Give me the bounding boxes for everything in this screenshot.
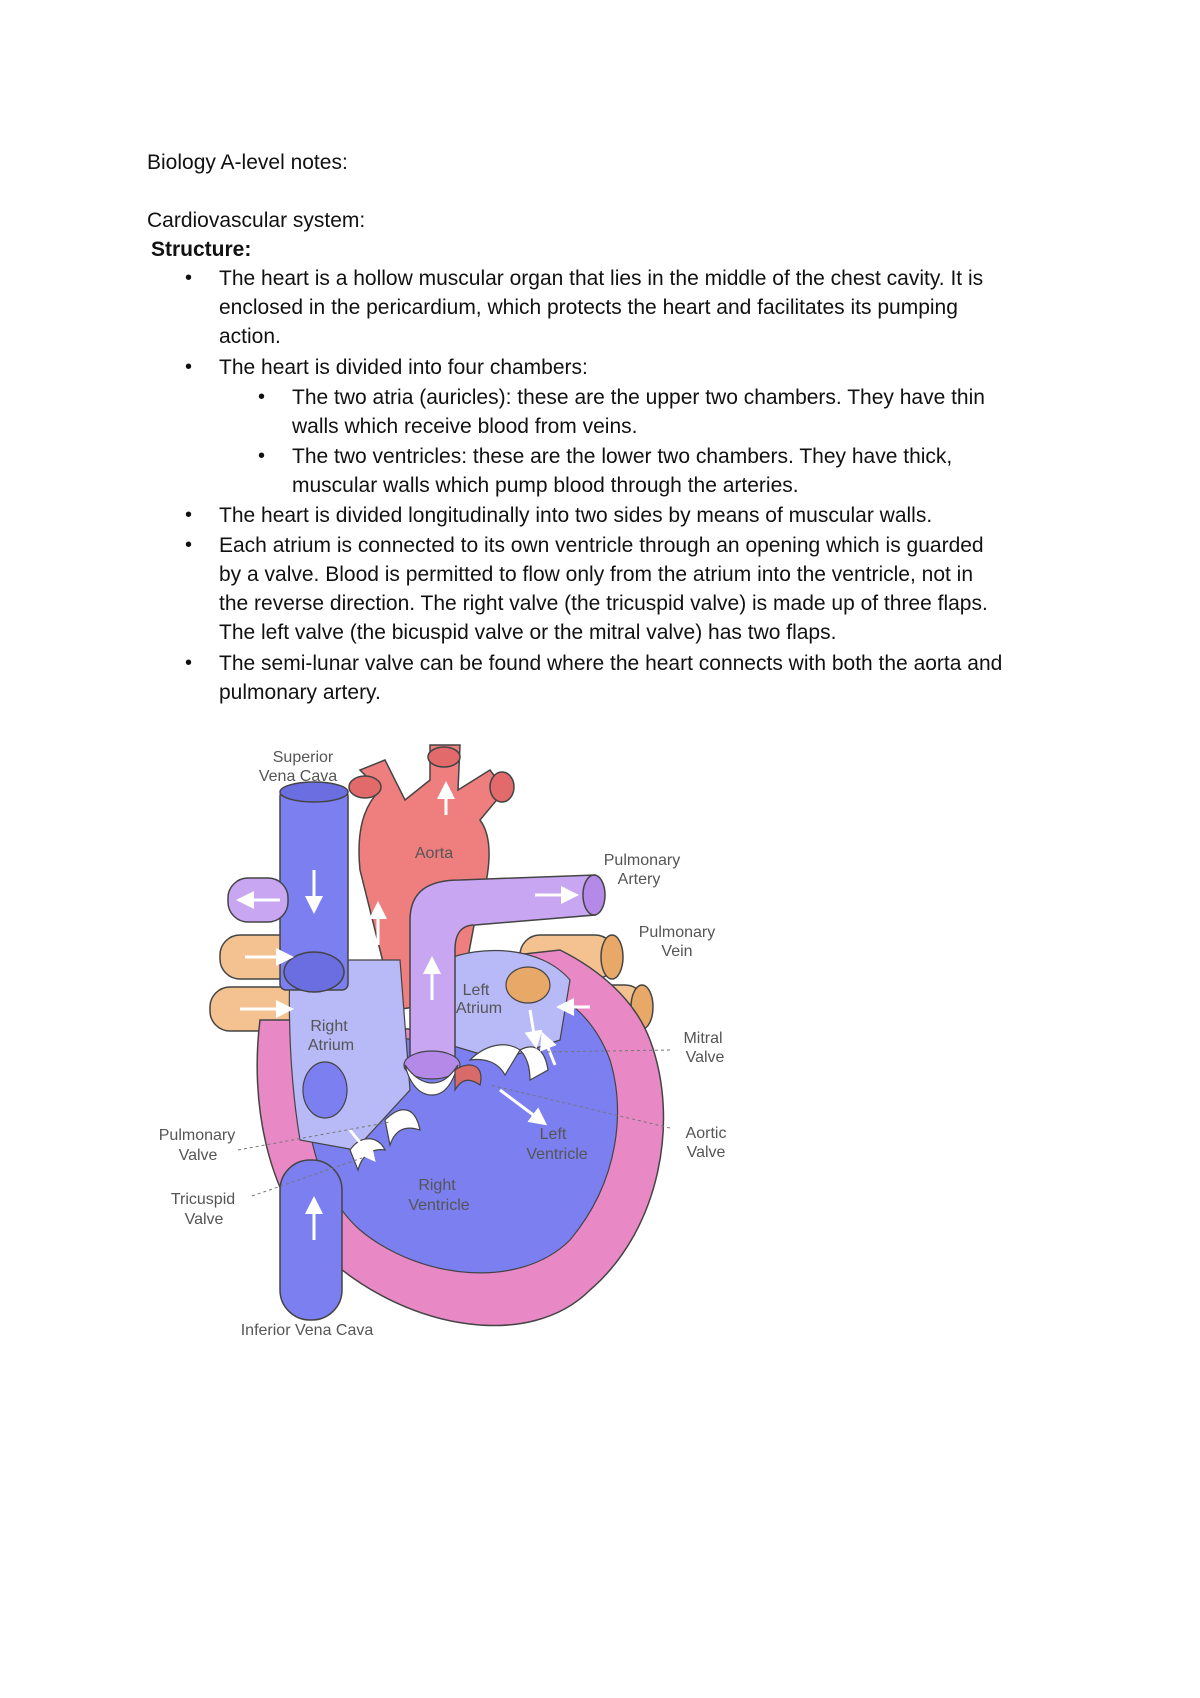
label-aortic-valve: Valve <box>686 1144 726 1161</box>
sub-bullet-text: walls which receive blood from veins. <box>292 415 638 438</box>
label-pulmonary-valve: Valve <box>178 1147 218 1164</box>
label-pulmonary-artery: Artery <box>617 871 661 888</box>
bullet-text: The left valve (the bicuspid valve or the mitral valve) has two flaps. <box>219 621 837 644</box>
bullet-icon: • <box>185 652 193 674</box>
label-pulmonary-valve: Pulmonary <box>158 1127 236 1144</box>
label-mitral-valve: Mitral <box>683 1030 723 1047</box>
label-pulmonary-vein: Vein <box>661 943 693 960</box>
label-superior-vena-cava: Superior <box>272 749 334 766</box>
bullet-icon: • <box>185 267 193 289</box>
label-right-atrium: Atrium <box>307 1037 355 1054</box>
label-right-atrium: Right <box>310 1018 348 1035</box>
label-left-ventricle: Ventricle <box>526 1146 588 1163</box>
bullet-text: The heart is divided longitudinally into two sides by means of muscular walls. <box>219 504 933 527</box>
sub-bullet-icon: • <box>258 386 266 408</box>
label-right-ventricle: Ventricle <box>408 1197 470 1214</box>
label-mitral-valve: Valve <box>685 1049 725 1066</box>
bullet-text: The semi-lunar valve can be found where the heart connects with both the aorta and <box>219 652 1003 675</box>
label-pulmonary-artery: Pulmonary <box>603 852 681 869</box>
bullet-text: The heart is a hollow muscular organ that lies in the middle of the chest cavity. It is <box>219 267 984 290</box>
bullet-text: the reverse direction. The right valve (the tricuspid valve) is made up of three flaps. <box>219 592 988 615</box>
bullet-text: enclosed in the pericardium, which protects the heart and facilitates its pumping <box>219 296 958 319</box>
doc-subtitle: Cardiovascular system: <box>147 209 366 232</box>
bullet-icon: • <box>185 504 193 526</box>
bullet-icon: • <box>185 356 193 378</box>
label-left-ventricle: Left <box>539 1126 567 1143</box>
bullet-icon: • <box>185 534 193 556</box>
section-heading: Structure: <box>151 238 252 261</box>
label-aortic-valve: Aortic <box>685 1125 727 1142</box>
label-right-ventricle: Right <box>418 1177 456 1194</box>
sub-bullet-icon: • <box>258 445 266 467</box>
bullet-text: by a valve. Blood is permitted to flow only from the atrium into the ventricle, not in <box>219 563 974 586</box>
label-tricuspid-valve: Valve <box>184 1211 224 1228</box>
sub-bullet-text: muscular walls which pump blood through the arteries. <box>292 474 799 497</box>
label-pulmonary-vein: Pulmonary <box>638 924 716 941</box>
bullet-text: Each atrium is connected to its own ventricle through an opening which is guarded <box>219 534 984 557</box>
label-left-atrium: Left <box>462 982 490 999</box>
sub-bullet-text: The two atria (auricles): these are the upper two chambers. They have thin <box>292 386 985 409</box>
bullet-text: action. <box>219 325 281 348</box>
sub-bullet-text: The two ventricles: these are the lower two chambers. They have thick, <box>292 445 953 468</box>
doc-title: Biology A-level notes: <box>147 151 348 174</box>
bullet-text: The heart is divided into four chambers: <box>219 356 588 379</box>
label-superior-vena-cava: Vena Cava <box>258 768 338 785</box>
bullet-text: pulmonary artery. <box>219 681 381 704</box>
label-tricuspid-valve: Tricuspid <box>170 1191 236 1208</box>
label-aorta: Aorta <box>414 845 454 862</box>
label-left-atrium: Atrium <box>455 1000 503 1017</box>
label-inferior-vena-cava: Inferior Vena Cava <box>240 1322 374 1339</box>
